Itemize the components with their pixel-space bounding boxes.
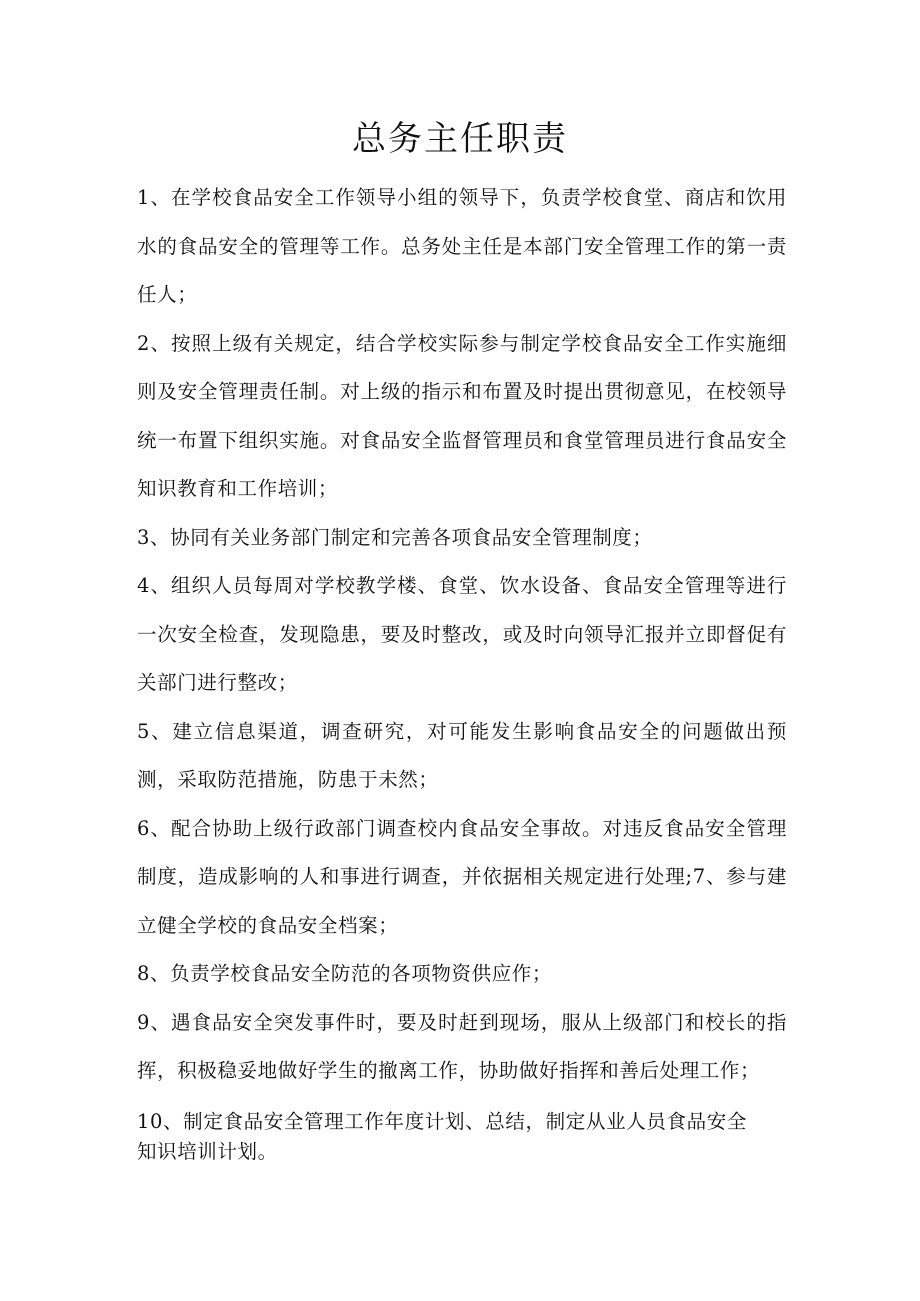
paragraph-8: 8、负责学校食品安全防范的各项物资供应作； bbox=[137, 962, 553, 985]
document-body bbox=[137, 174, 787, 1167]
paragraph-3: 3、协同有关业务部门制定和完善各项食品安全管理制度； bbox=[137, 525, 653, 549]
paragraph-10: 10、制定食品安全管理工作年度计划、总结，制定从业人员食品安全知识培训计划。 bbox=[137, 1109, 747, 1163]
paragraph-6: 6、配合协助上级行政部门调查校内食品安全事故。对违反食品安全管理制度，造成影响的人和事进行调查，并依据相关规定进行处理;7、参与建立健全学校的食品安全档案； bbox=[137, 816, 787, 937]
paragraph-2: 2、按照上级有关规定，结合学校实际参与制定学校食品安全工作实施细则及安全管理责任制。对上级的指示和布置及时提出贯彻意见，在校领导统一布置下组织实施。对食品安全监督管理员和食堂管理员进行食品安全知识教育和工作培训； bbox=[137, 331, 787, 500]
paragraph-9: 9、遇食品安全突发事件时，要及时赶到现场，服从上级部门和校长的指挥，积极稳妥地做好学生的撤离工作，协助做好指挥和善后处理工作； bbox=[137, 1010, 787, 1082]
document-title: 总务主任职责 bbox=[352, 119, 568, 159]
paragraph-4: 4、组织人员每周对学校教学楼、食堂、饮水设备、食品安全管理等进行一次安全检查，发现隐患，要及时整改，或及时向领导汇报并立即督促有关部门进行整改； bbox=[137, 574, 787, 694]
paragraph-1: 1、在学校食品安全工作领导小组的领导下，负责学校食堂、商店和饮用水的食品安全的管理等工作。总务处主任是本部门安全管理工作的第一责任人； bbox=[137, 186, 787, 306]
paragraph-5: 5、建立信息渠道，调查研究，对可能发生影响食品安全的问题做出预测，采取防范措施，防患于未然； bbox=[137, 719, 787, 791]
